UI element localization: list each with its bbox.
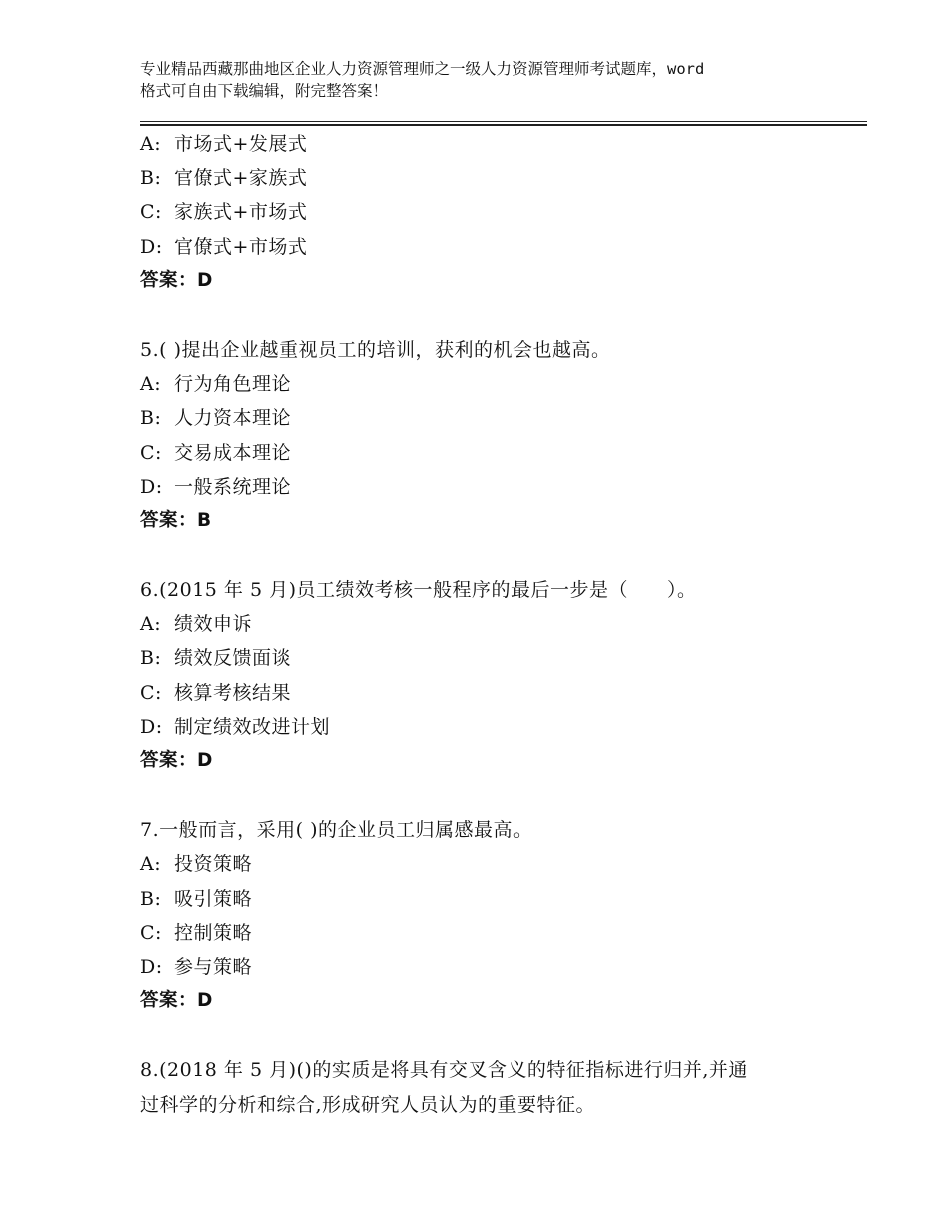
answer: 答案：D	[140, 750, 213, 771]
question-5	[140, 333, 840, 538]
answer: 答案：D	[140, 990, 213, 1012]
spacer	[140, 778, 840, 813]
question-stem-line-2: 过科学的分析和综合,形成研究人员认为的重要特征。	[140, 1093, 596, 1116]
spacer	[140, 538, 840, 573]
question-4	[140, 127, 840, 298]
option-a: A: 行为角色理论	[140, 373, 292, 396]
option-a: A: 投资策略	[140, 853, 253, 876]
spacer	[140, 298, 840, 333]
option-c: C: 交易成本理论	[140, 441, 292, 464]
question-stem: 6.(2015 年 5 月)员工绩效考核一般程序的最后一步是（ ）。	[140, 579, 697, 602]
option-d: D: 制定绩效改进计划	[140, 715, 331, 738]
option-b: B: 官僚式+家族式	[140, 167, 308, 190]
option-a: A: 市场式+发展式	[140, 133, 308, 155]
question-list	[140, 127, 840, 1122]
header-divider-thin	[140, 121, 867, 122]
option-b: B: 绩效反馈面谈	[140, 647, 292, 670]
option-c: C: 核算考核结果	[140, 681, 292, 704]
answer: 答案：D	[140, 269, 213, 291]
option-a: A: 绩效申诉	[140, 613, 253, 636]
question-8	[140, 1053, 840, 1121]
answer: 答案：B	[140, 509, 212, 531]
option-c: C: 家族式+市场式	[140, 201, 308, 224]
option-b: B: 吸引策略	[140, 887, 253, 910]
question-stem: 7.一般而言，采用( )的企业员工归属感最高。	[140, 819, 533, 842]
question-7	[140, 813, 840, 1018]
option-c: C: 控制策略	[140, 921, 253, 944]
document-header	[140, 58, 830, 102]
header-line-1: 专业精品西藏那曲地区企业人力资源管理师之一级人力资源管理师考试题库，word	[140, 60, 705, 78]
spacer	[140, 1018, 840, 1053]
option-d: D: 参与策略	[140, 955, 253, 978]
question-stem: 5.( )提出企业越重视员工的培训，获利的机会也越高。	[140, 338, 611, 361]
option-d: D: 官僚式+市场式	[140, 235, 308, 258]
question-stem-line-1: 8.(2018 年 5 月)()的实质是将具有交叉含义的特征指标进行归并,并通	[140, 1059, 748, 1082]
question-6	[140, 573, 840, 778]
header-line-2: 格式可自由下载编辑，附完整答案！	[140, 82, 389, 100]
header-divider-thick	[140, 124, 867, 126]
option-d: D: 一般系统理论	[140, 475, 292, 498]
option-b: B: 人力资本理论	[140, 407, 292, 430]
